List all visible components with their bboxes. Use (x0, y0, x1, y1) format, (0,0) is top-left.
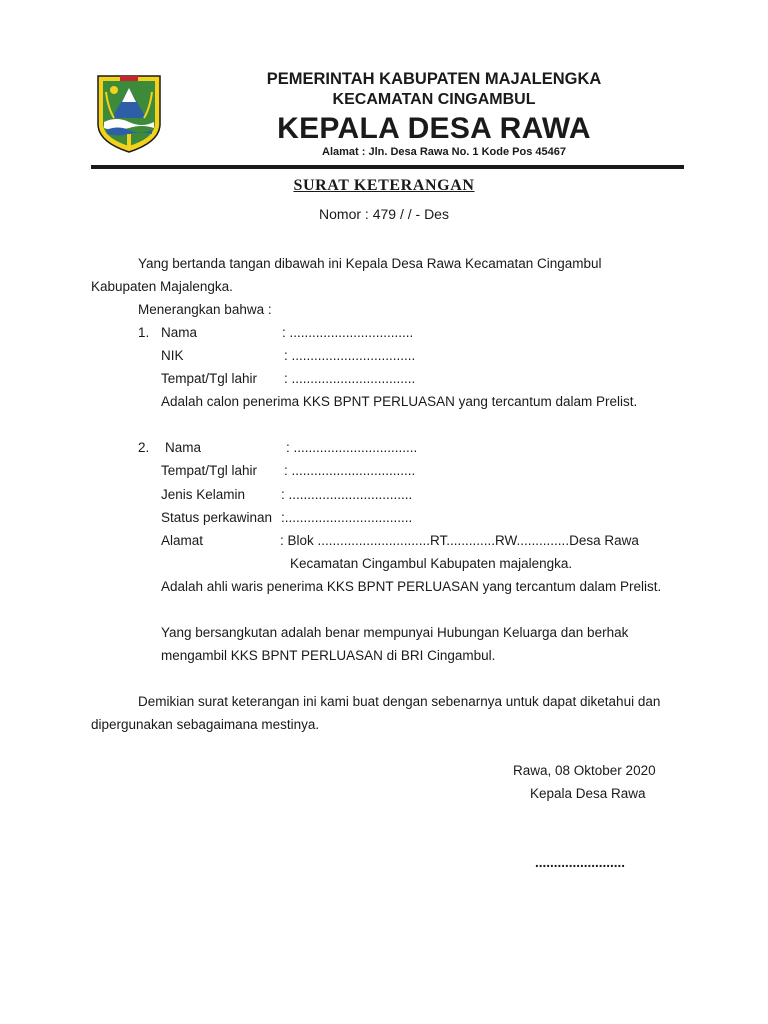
person2-number: 2. (138, 440, 150, 455)
letter-number: Nomor : 479 / / - Des (319, 206, 449, 222)
header-government: PEMERINTAH KABUPATEN MAJALENGKA (266, 70, 602, 88)
states-line: Menerangkan bahwa : (138, 302, 272, 317)
person2-address-continued: Kecamatan Cingambul Kabupaten majalengka. (290, 556, 573, 571)
relation-line-2: mengambil KKS BPNT PERLUASAN di BRI Cingambul. (161, 648, 496, 663)
header-village-head: KEPALA DESA RAWA (277, 112, 591, 145)
letter-title: SURAT KETERANGAN (293, 177, 475, 194)
header-address: Alamat : Jln. Desa Rawa No. 1 Kode Pos 45467 (322, 146, 566, 158)
person2-address-label: Alamat (161, 533, 204, 548)
person1-note: Adalah calon penerima KKS BPNT PERLUASAN yang tercantum dalam Prelist. (161, 394, 638, 409)
intro-line-1: Yang bertanda tangan dibawah ini Kepala Desa Rawa Kecamatan Cingambul (138, 256, 602, 271)
person1-name-label: Nama (161, 325, 198, 340)
person2-gender-value: : ................................. (281, 487, 413, 502)
person2-name-value: : ................................. (286, 440, 418, 455)
relation-line-1: Yang bersangkutan adalah benar mempunyai Hubungan Keluarga dan berhak (161, 625, 629, 640)
person1-number: 1. (138, 325, 150, 340)
person1-birth-label: Tempat/Tgl lahir (161, 371, 258, 386)
person1-name-value: : ................................. (282, 325, 414, 340)
person2-birth-label: Tempat/Tgl lahir (161, 463, 258, 478)
person2-note: Adalah ahli waris penerima KKS BPNT PERLUASAN yang tercantum dalam Prelist. (161, 579, 662, 594)
closing-line-2: dipergunakan sebagaimana mestinya. (91, 717, 320, 732)
intro-line-2: Kabupaten Majalengka. (91, 279, 233, 294)
signature-position: Kepala Desa Rawa (530, 786, 646, 801)
person2-marital-label: Status perkawinan (161, 510, 273, 525)
signature-name-placeholder: ........................ (535, 855, 626, 870)
signature-place-date: Rawa, 08 Oktober 2020 (513, 763, 656, 778)
person2-birth-value: : ................................. (284, 463, 416, 478)
person2-gender-label: Jenis Kelamin (161, 487, 246, 502)
header-district: KECAMATAN CINGAMBUL (332, 91, 536, 108)
letterhead-divider (91, 165, 684, 169)
person2-name-label: Nama (165, 440, 202, 455)
person1-birth-value: : ................................. (284, 371, 416, 386)
person1-nik-label: NIK (161, 348, 184, 363)
person2-address-value: : Blok ..............................RT.............RW..............Desa Rawa (280, 533, 639, 548)
closing-line-1: Demikian surat keterangan ini kami buat dengan sebenarnya untuk dapat diketahui dan (138, 694, 661, 709)
person2-marital-value: :.................................. (281, 510, 413, 525)
person1-nik-value: : ................................. (284, 348, 416, 363)
